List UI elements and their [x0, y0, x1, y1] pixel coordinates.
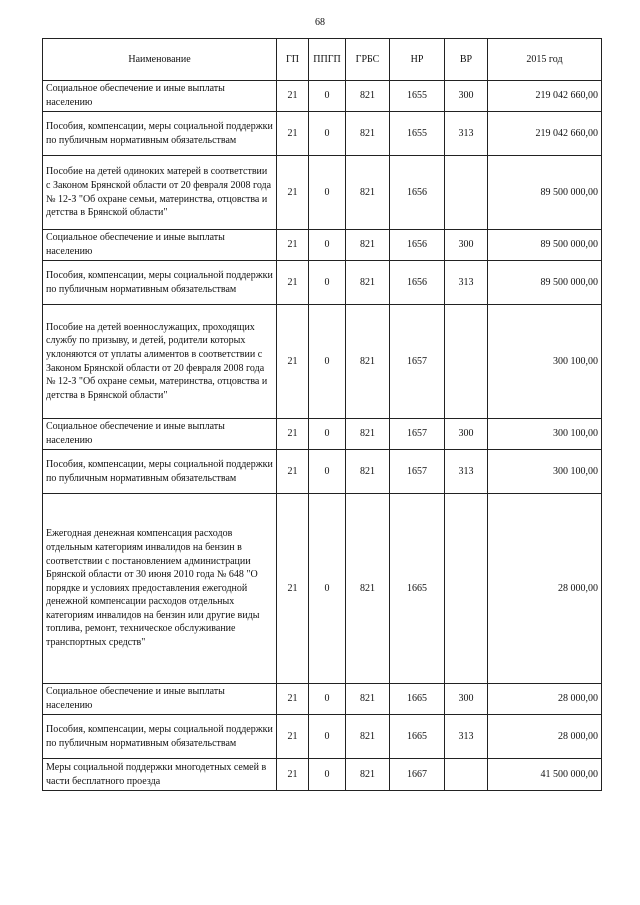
cell-nr: 1667 [390, 759, 445, 791]
cell-name: Социальное обеспечение и иные выплаты населению [43, 81, 277, 112]
cell-amount: 89 500 000,00 [488, 261, 602, 305]
header-name: Наименование [43, 39, 277, 81]
table-row [43, 759, 602, 791]
cell-grbs: 821 [346, 112, 390, 156]
cell-amount: 300 100,00 [488, 305, 602, 419]
cell-name: Пособие на детей одиноких матерей в соответствии с Законом Брянской области от 20 февраля 2008 года № 12-З "Об охране семьи, материнства, отцовства и детства в Брянской области" [43, 156, 277, 230]
header-ppgp: ППГП [309, 39, 346, 81]
cell-gp: 21 [277, 305, 309, 419]
cell-vr: 300 [445, 684, 488, 715]
cell-name: Социальное обеспечение и иные выплаты населению [43, 419, 277, 450]
cell-nr: 1657 [390, 450, 445, 494]
cell-vr [445, 305, 488, 419]
cell-nr: 1655 [390, 112, 445, 156]
cell-amount: 41 500 000,00 [488, 759, 602, 791]
cell-gp: 21 [277, 419, 309, 450]
cell-ppgp: 0 [309, 81, 346, 112]
table-row [43, 305, 602, 419]
cell-ppgp: 0 [309, 494, 346, 684]
cell-ppgp: 0 [309, 156, 346, 230]
cell-vr: 313 [445, 261, 488, 305]
header-vr: ВР [445, 39, 488, 81]
table-row [43, 419, 602, 450]
cell-grbs: 821 [346, 494, 390, 684]
cell-ppgp: 0 [309, 759, 346, 791]
table-row [43, 494, 602, 684]
cell-amount: 28 000,00 [488, 494, 602, 684]
table-row [43, 230, 602, 261]
cell-amount: 219 042 660,00 [488, 81, 602, 112]
cell-ppgp: 0 [309, 715, 346, 759]
cell-nr: 1656 [390, 156, 445, 230]
cell-gp: 21 [277, 494, 309, 684]
cell-gp: 21 [277, 230, 309, 261]
cell-ppgp: 0 [309, 261, 346, 305]
cell-grbs: 821 [346, 419, 390, 450]
cell-ppgp: 0 [309, 230, 346, 261]
cell-vr: 300 [445, 230, 488, 261]
cell-grbs: 821 [346, 156, 390, 230]
cell-vr: 313 [445, 112, 488, 156]
cell-name: Пособие на детей военнослужащих, проходящих службу по призыву, и детей, родители которых уклоняются от уплаты алиментов в соответствии с Законом Брянской области от 20 февраля 2008 года № 12-З "Об охране семьи, материнства, отцовства и детства в Брянской области" [43, 305, 277, 419]
cell-vr [445, 156, 488, 230]
table-row [43, 261, 602, 305]
cell-vr [445, 759, 488, 791]
table-row [43, 684, 602, 715]
cell-gp: 21 [277, 261, 309, 305]
cell-name: Меры социальной поддержки многодетных семей в части бесплатного проезда [43, 759, 277, 791]
header-grbs: ГРБС [346, 39, 390, 81]
cell-amount: 300 100,00 [488, 450, 602, 494]
cell-name: Пособия, компенсации, меры социальной поддержки по публичным нормативным обязательствам [43, 261, 277, 305]
cell-amount: 89 500 000,00 [488, 156, 602, 230]
cell-vr: 300 [445, 81, 488, 112]
cell-name: Социальное обеспечение и иные выплаты населению [43, 684, 277, 715]
cell-amount: 28 000,00 [488, 715, 602, 759]
cell-grbs: 821 [346, 305, 390, 419]
cell-gp: 21 [277, 156, 309, 230]
cell-nr: 1656 [390, 230, 445, 261]
cell-vr [445, 494, 488, 684]
cell-nr: 1657 [390, 419, 445, 450]
cell-name: Пособия, компенсации, меры социальной поддержки по публичным нормативным обязательствам [43, 715, 277, 759]
cell-vr: 313 [445, 715, 488, 759]
page-number: 68 [315, 17, 325, 28]
header-row [43, 39, 602, 81]
header-gp: ГП [277, 39, 309, 81]
cell-nr: 1655 [390, 81, 445, 112]
cell-grbs: 821 [346, 759, 390, 791]
table-row [43, 450, 602, 494]
cell-nr: 1665 [390, 715, 445, 759]
cell-ppgp: 0 [309, 112, 346, 156]
cell-amount: 300 100,00 [488, 419, 602, 450]
cell-grbs: 821 [346, 261, 390, 305]
table-row [43, 156, 602, 230]
cell-vr: 300 [445, 419, 488, 450]
cell-gp: 21 [277, 715, 309, 759]
table-row [43, 81, 602, 112]
cell-gp: 21 [277, 450, 309, 494]
cell-amount: 28 000,00 [488, 684, 602, 715]
cell-nr: 1665 [390, 684, 445, 715]
cell-name: Пособия, компенсации, меры социальной поддержки по публичным нормативным обязательствам [43, 112, 277, 156]
cell-name: Пособия, компенсации, меры социальной поддержки по публичным нормативным обязательствам [43, 450, 277, 494]
cell-name: Ежегодная денежная компенсация расходов отдельным категориям инвалидов на бензин в соответствии с постановлением администрации Брянской области от 30 июня 2010 года № 648 "О порядке и условиях предоставления ежегодной денежной компенсации расходов отдельных категориям инвалидов на бензин или другие виды топлива, ремонт, техническое обслуживание транспортных средств" [43, 494, 277, 684]
cell-gp: 21 [277, 81, 309, 112]
header-nr: НР [390, 39, 445, 81]
cell-ppgp: 0 [309, 305, 346, 419]
cell-ppgp: 0 [309, 450, 346, 494]
cell-ppgp: 0 [309, 684, 346, 715]
cell-vr: 313 [445, 450, 488, 494]
cell-nr: 1665 [390, 494, 445, 684]
cell-nr: 1656 [390, 261, 445, 305]
cell-grbs: 821 [346, 450, 390, 494]
table-row [43, 112, 602, 156]
cell-gp: 21 [277, 112, 309, 156]
cell-ppgp: 0 [309, 419, 346, 450]
table-row [43, 715, 602, 759]
budget-table [42, 38, 602, 791]
cell-gp: 21 [277, 759, 309, 791]
cell-amount: 89 500 000,00 [488, 230, 602, 261]
cell-grbs: 821 [346, 684, 390, 715]
header-year: 2015 год [488, 39, 602, 81]
cell-gp: 21 [277, 684, 309, 715]
cell-grbs: 821 [346, 81, 390, 112]
cell-amount: 219 042 660,00 [488, 112, 602, 156]
cell-nr: 1657 [390, 305, 445, 419]
cell-grbs: 821 [346, 230, 390, 261]
cell-name: Социальное обеспечение и иные выплаты населению [43, 230, 277, 261]
cell-grbs: 821 [346, 715, 390, 759]
